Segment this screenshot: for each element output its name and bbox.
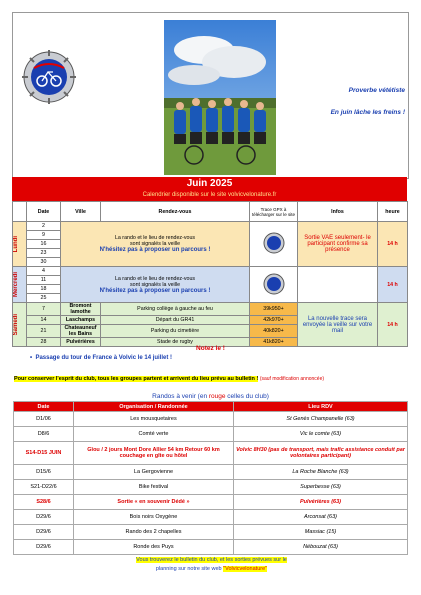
mercredi-info bbox=[298, 267, 378, 303]
samedi-info: La nouvelle trace sera envoyée la veille sur votre mail bbox=[298, 303, 378, 347]
rando-date: S14-D15 JUIN bbox=[14, 442, 74, 465]
rando-date: D1/06 bbox=[14, 412, 74, 427]
rando-org: Sortie « en souvenir Dédé » bbox=[74, 495, 234, 510]
month-banner bbox=[12, 177, 407, 201]
mercredi-date: 25 bbox=[27, 294, 61, 303]
esprit-note bbox=[14, 376, 409, 382]
samedi-ville: Pulvérières bbox=[61, 338, 101, 347]
rd-col-date: Date bbox=[14, 402, 74, 412]
rando-lieu: Volvic 8H30 (pas de transport, mais trafic assistance conduit par volontaires participant) bbox=[234, 442, 408, 465]
rando-org: Bike festival bbox=[74, 480, 234, 495]
randos-header bbox=[14, 402, 408, 412]
col-ville: Ville bbox=[61, 202, 101, 222]
samedi-rdv: Parking collège à gauche au feu bbox=[101, 303, 250, 316]
samedi-rdv: Parking du cimetière bbox=[101, 325, 250, 338]
rando-lieu: Pulvérières (63) bbox=[234, 495, 408, 510]
tour-de-france-note: • Passage du tour de France à Volvic le 14 juillet ! bbox=[30, 355, 173, 361]
rd-col-lieu: Lieu RDV bbox=[234, 402, 408, 412]
rando-row bbox=[14, 525, 408, 540]
rando-date: S21-D22/6 bbox=[14, 480, 74, 495]
notez-title: Notez le ! bbox=[196, 345, 225, 352]
lundi-heure: 14 h bbox=[378, 222, 408, 267]
samedi-heure: 14 h bbox=[378, 303, 408, 347]
rando-lieu: Arconsat (63) bbox=[234, 510, 408, 525]
rando-row bbox=[14, 442, 408, 465]
col-rdv: Rendez-vous bbox=[101, 202, 250, 222]
samedi-label-cell bbox=[13, 303, 27, 347]
lundi-label: Lundi bbox=[13, 235, 19, 253]
esprit-suffix: (sauf modification annoncée) bbox=[259, 376, 325, 382]
samedi-date: 21 bbox=[27, 325, 61, 338]
footer-part1: Vous trouverez le bulletin du club, et les sorties prévues sur le bbox=[136, 557, 287, 563]
month-subtitle[interactable]: Calendrier disponible sur le site volvicvelonature.fr bbox=[142, 192, 277, 198]
group-photo bbox=[164, 20, 276, 175]
mercredi-date: 4 bbox=[27, 267, 61, 276]
rando-org: Ronde des Puys bbox=[74, 540, 234, 555]
rando-row bbox=[14, 480, 408, 495]
rando-date: D8/6 bbox=[14, 427, 74, 442]
rando-org: Gîou / 2 jours Mont Dore Allier 54 km Retour 60 km couchage en gîte ou hôtel bbox=[74, 442, 234, 465]
rando-date: D15/6 bbox=[14, 465, 74, 480]
col-gpx: Trace GPX à télécharger sur le site bbox=[250, 202, 298, 222]
rando-org: Comté verte bbox=[74, 427, 234, 442]
month-title: Juin 2025 bbox=[186, 178, 233, 189]
esprit-text: Pour conserver l'esprit du club, tous les groupes partent et arrivent du lieu prévu au bulletin ! bbox=[14, 376, 259, 382]
rando-lieu: La Roche Blanche (63) bbox=[234, 465, 408, 480]
lundi-date: 16 bbox=[27, 240, 61, 249]
lundi-date: 30 bbox=[27, 258, 61, 267]
lundi-date: 9 bbox=[27, 231, 61, 240]
rando-date: D29/6 bbox=[14, 540, 74, 555]
proverbe-line1: Proverbe vététiste bbox=[348, 87, 405, 94]
mercredi-label-cell bbox=[13, 267, 27, 303]
rando-lieu: St Genès Champanelle (63) bbox=[234, 412, 408, 427]
club-logo-small bbox=[263, 273, 285, 295]
lundi-date: 2 bbox=[27, 222, 61, 231]
samedi-date: 7 bbox=[27, 303, 61, 316]
rando-org: Rando des 2 chapelles bbox=[74, 525, 234, 540]
samedi-ville: Laschamps bbox=[61, 316, 101, 325]
rando-row bbox=[14, 427, 408, 442]
samedi-rdv: Stade de rugby bbox=[101, 338, 250, 347]
samedi-label: Samedi bbox=[13, 313, 19, 336]
randos-table bbox=[13, 401, 408, 555]
randos-title: Randos à venir (en rouge celles du club) bbox=[152, 393, 269, 400]
rando-date: D29/6 bbox=[14, 510, 74, 525]
samedi-row bbox=[13, 303, 408, 316]
lundi-info: Sortie VAE seulement- le participant confirme sa présence bbox=[298, 222, 378, 267]
mercredi-label: Mercredi bbox=[13, 271, 19, 297]
lundi-label-cell bbox=[13, 222, 27, 267]
lundi-text: La rando et le lieu de rendez-vous sont signalés la veille N'hésitez pas à proposer un parcours ! bbox=[61, 222, 250, 267]
samedi-date: 14 bbox=[27, 316, 61, 325]
gpx-cell-mercredi bbox=[250, 267, 298, 303]
rando-lieu: Massiac (15) bbox=[234, 525, 408, 540]
mercredi-date: 11 bbox=[27, 276, 61, 285]
rando-org: Bois noirs Oxygène bbox=[74, 510, 234, 525]
col-date: Date bbox=[27, 202, 61, 222]
col-heure: heure bbox=[378, 202, 408, 222]
samedi-ville: Bromont lamothe bbox=[61, 303, 101, 316]
rando-row bbox=[14, 510, 408, 525]
proverbe-line2: En juin lâche les freins ! bbox=[330, 109, 405, 116]
calendar-header bbox=[13, 202, 408, 222]
rando-lieu: Nébouzat (63) bbox=[234, 540, 408, 555]
rando-lieu: Superbesse (63) bbox=[234, 480, 408, 495]
club-logo bbox=[22, 50, 76, 104]
mercredi-row bbox=[13, 267, 408, 276]
mercredi-heure: 14 h bbox=[378, 267, 408, 303]
samedi-rdv: Départ du GR41 bbox=[101, 316, 250, 325]
club-logo-small bbox=[263, 232, 285, 254]
samedi-ville: Chateauneuf les Bains bbox=[61, 325, 101, 338]
rando-date: S28/6 bbox=[14, 495, 74, 510]
proverbe bbox=[300, 80, 405, 124]
lundi-row bbox=[13, 222, 408, 231]
rando-org: Les mousquetaires bbox=[74, 412, 234, 427]
footer-link[interactable]: "Volvicvelonature" bbox=[223, 566, 268, 572]
gpx-cell-lundi bbox=[250, 222, 298, 267]
rando-row bbox=[14, 540, 408, 555]
rando-date: D29/6 bbox=[14, 525, 74, 540]
mercredi-text: La rando et le lieu de rendez-vous sont signalés la veille N'hésitez pas à proposer un parcours ! bbox=[61, 267, 250, 303]
gpx-link[interactable]: 42k970+ bbox=[250, 316, 298, 325]
footer-part2: planning sur notre site web bbox=[155, 566, 222, 572]
rando-row bbox=[14, 412, 408, 427]
gpx-link[interactable]: 40k820+ bbox=[250, 325, 298, 338]
gpx-link[interactable]: 41k820+ bbox=[250, 338, 298, 347]
rando-org: La Gergovienne bbox=[74, 465, 234, 480]
footer-note bbox=[14, 556, 409, 574]
rando-row bbox=[14, 465, 408, 480]
rando-lieu: Vic le comte (63) bbox=[234, 427, 408, 442]
rd-col-org: Organisation / Randonnée bbox=[74, 402, 234, 412]
rando-row bbox=[14, 495, 408, 510]
mercredi-date: 18 bbox=[27, 285, 61, 294]
lundi-date: 23 bbox=[27, 249, 61, 258]
col-infos: Infos bbox=[298, 202, 378, 222]
calendar-table bbox=[12, 201, 408, 347]
samedi-date: 28 bbox=[27, 338, 61, 347]
gpx-link[interactable]: 39k950+ bbox=[250, 303, 298, 316]
